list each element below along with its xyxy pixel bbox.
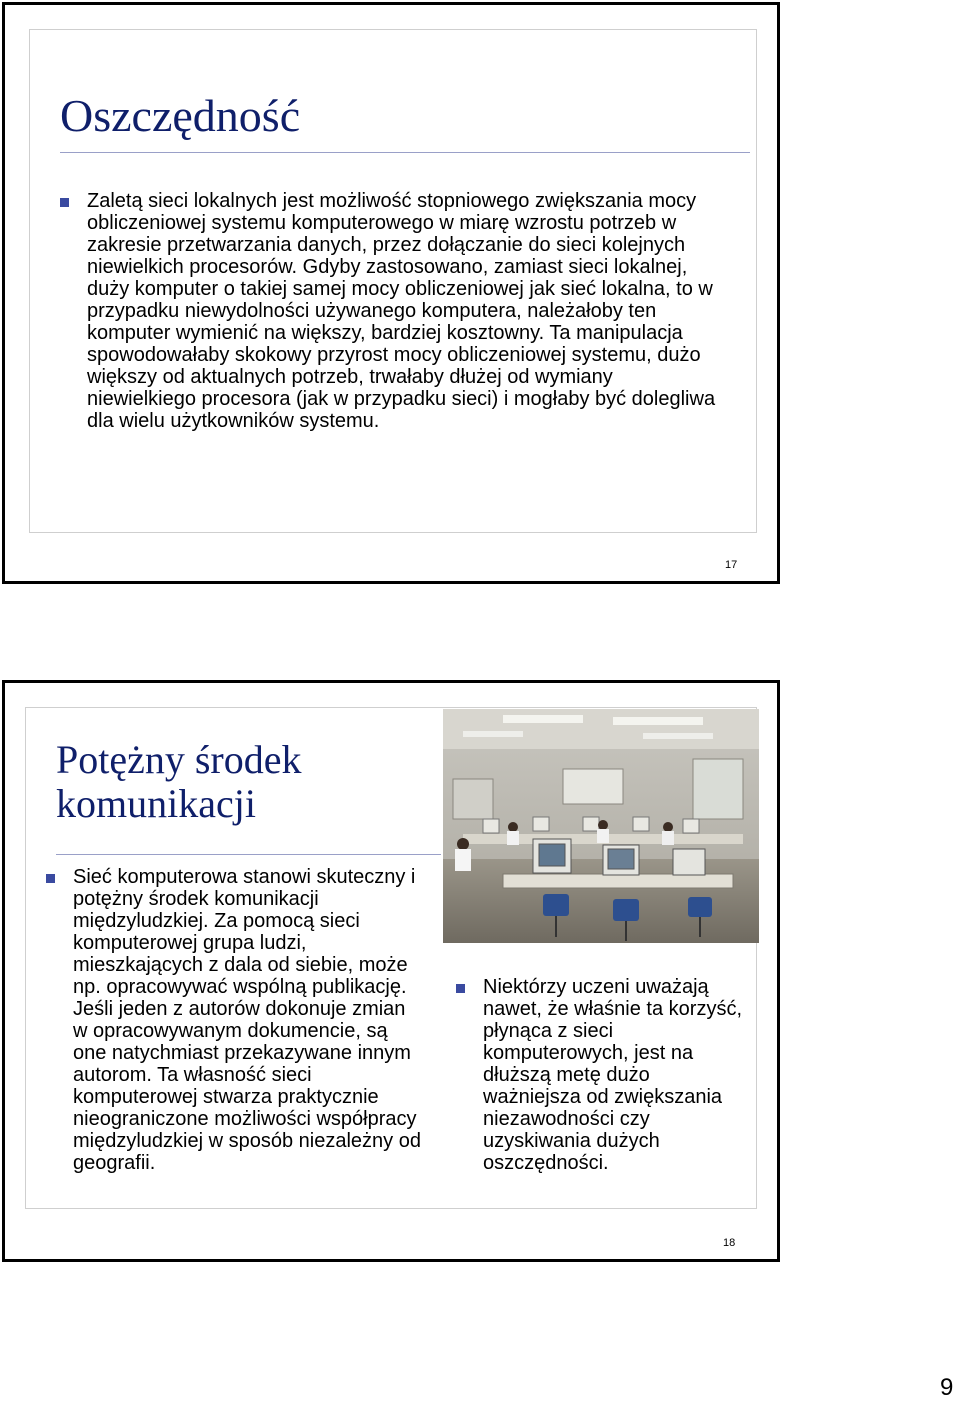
slide-frame <box>29 29 757 533</box>
bullet-item-right <box>456 976 756 1174</box>
bullet-text: Niektórzy uczeni uważają nawet, że właśnie ta korzyść, płynąca z sieci komputerowych, jest na dłuższą metę dużo ważniejsza od zwiększania niezawodności czy uzyskiwania dużych oszczędności. <box>483 976 742 1174</box>
slide-page-number: 18 <box>723 1237 736 1249</box>
title-divider <box>56 854 441 855</box>
slide-title: Potężny środek komunikacji <box>56 737 302 826</box>
sheet-page-number: 9 <box>940 1374 954 1401</box>
square-bullet-icon <box>46 874 55 883</box>
computer-lab-photo <box>443 709 759 943</box>
bullet-item-left <box>46 866 446 1174</box>
title-divider <box>60 152 750 153</box>
slide-18 <box>2 680 780 1262</box>
slide-title: Oszczędność <box>60 90 301 141</box>
square-bullet-icon <box>60 198 69 207</box>
bullet-text: Zaletą sieci lokalnych jest możliwość stopniowego zwiększania mocy obliczeniowej systemu komputerowego w miarę wzrostu potrzeb w zakresie przetwarzania danych, przez dołączanie do sieci kolejnych niewielkich procesorów. Gdyby zastosowano, zamiast sieci lokalnej, duży komputer o takiej samej mocy obliczeniowej jak sieć lokalna, to w przypadku niewydolności używanego komputera, należałoby ten komputer wymienić na większy, bardziej kosztowny. Ta manipulacja spowodowałaby skokowy przyrost mocy obliczeniowej systemu, dużo większy od aktualnych potrzeb, trwałaby dłużej od wymiany niewielkiego procesora (jak w przypadku sieci) i mogłaby być dolegliwa dla wielu użytkowników systemu. <box>87 190 716 432</box>
bullet-text: Sieć komputerowa stanowi skuteczny i potężny środek komunikacji międzyludzkiej. Za pomocą sieci komputerowej grupa ludzi, mieszkających z dala od siebie, może np. opracowywać wspólną publikację. Jeśli jeden z autorów dokonuje zmian w opracowywanym dokumencie, są one natychmiast przekazywane innym autorom. Ta własność sieci komputerowej stwarza praktycznie nieograniczone możliwości współpracy międzyludzkiej w sposób niezależny od geografii. <box>73 866 421 1174</box>
slide-17 <box>2 2 780 584</box>
square-bullet-icon <box>456 984 465 993</box>
slide-page-number: 17 <box>725 559 738 571</box>
bullet-item <box>60 190 750 432</box>
